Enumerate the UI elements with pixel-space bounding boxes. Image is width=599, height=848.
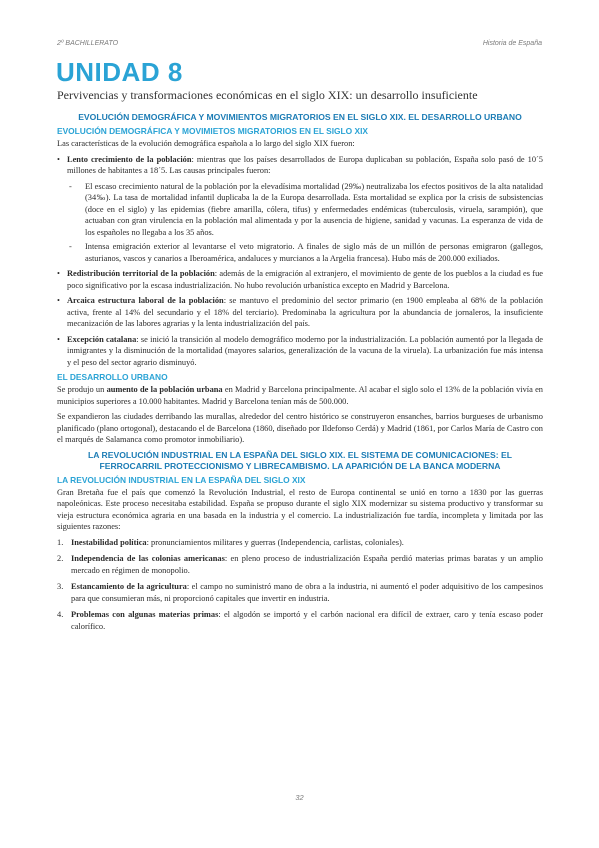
list-item: 1. Inestabilidad política: pronunciamientos militares y guerras (Independencia, carlistas, coloniales). (57, 537, 404, 547)
list-item: • Lento crecimiento de la población: mientras que los países desarrollados de Europa duplicaban su población, España solo pasó de 10´5 millones de habitantes a 18´5. Las causas principales fueron: - El escaso crecimiento natural de la población por la elevadísima mortalidad (29‰) neutralizaba los efectos positivos de la alta natalidad (34‰). La tasa de mortalidad infantil duplicaba la de la Europa desarrollada. Esta mortalidad se explica por la crisis de subsistencias (doce en el siglo) y las epidemias (fiebre amarilla, cólera, tifus) y enfermedades endémicas (tuberculosis, viruela, sarampión), que actuaban con gran virulencia en la población mal alimentada y por la ausencia de higiene, sanidad y vacunas. La esperanza de vida de los españoles no llegaba a los 35 años. - Intensa emigración exterior al levantarse el veto migratorio. A finales de siglo más de un millón de personas emigraron (gallegos, asturianos, vascos y canarios a Iberoamérica, andaluces y murcianos a la Argelia francesa). Hubo más de 200.000 exiliados. (57, 154, 543, 263)
page-number: 32 (295, 793, 304, 802)
urban-paragraph-1: Se produjo un aumento de la población urbana en Madrid y Barcelona principalmente. Al acabar el siglo solo el 13% de la población vivía en municipios superiores a 10.000 habitantes. Madrid y Barcelona tenían más de 500.000. (57, 385, 543, 406)
subheading-industrial: LA REVOLUCIÓN INDUSTRIAL EN LA ESPAÑA DEL SIGLO XIX (57, 474, 306, 485)
demography-list (57, 154, 543, 369)
list-number: 4. (57, 610, 64, 619)
list-item: 3. Estancamiento de la agricultura: el campo no suministró mano de obra a la industria, ni aumentó el poder adquisitivo de los campesinos para que consumieran más, ni proporcionó capitales que invertir en industria. (57, 582, 543, 603)
section-heading-industrial: LA REVOLUCIÓN INDUSTRIAL EN LA ESPAÑA DEL SIGLO XIX. EL SISTEMA DE COMUNICACIONES: EL FERROCARRIL PROTECCIONISMO Y LIBRECAMBISMO. LA APARICIÓN DE LA BANCA MODERNA (88, 449, 512, 471)
demography-sublist (67, 181, 543, 265)
urban-paragraph-2: Se expandieron las ciudades derribando las murallas, alrededor del centro histórico se construyeron ensanches, barrios burgueses de urbanismo planificado (plano ortogonal), destacando el de Barcelona (1860, diseñado por Ildefonso Cerdá) y Madrid (1861, por Carlos María de Castro con el marqués de Salamanca como promotor inmobiliario). (57, 412, 543, 444)
list-item: • Excepción catalana: se inició la transición al modelo demográfico moderno por la industrialización. La población aumentó por la llegada de inmigrantes y la disminución de la mortalidad (mayores salarios, generalización de la vacuna de la viruela). La urbanización fue más intensa y el peso del sector agrario disminuyó. (57, 334, 544, 367)
list-item: - Intensa emigración exterior al levantarse el veto migratorio. A finales de siglo más de un millón de personas emigraron (gallegos, asturianos, vascos y canarios a Iberoamérica, andaluces y murcianos a la Argelia francesa). Hubo más de 200.000 exiliados. (69, 242, 543, 263)
list-number: 1. (57, 537, 64, 547)
industrial-list (57, 537, 543, 633)
list-item: 2. Independencia de las colonias americanas: en pleno proceso de industrialización España perdió materias primas baratas y un amplio mercado en régimen de monopolio. (57, 554, 543, 575)
list-item: 4. Problemas con algunas materias primas: el algodón se importó y el carbón nacional era difícil de extraer, caro y tenía escaso poder calorífico. (57, 610, 543, 631)
list-number: 2. (57, 554, 64, 563)
header-course: 2º BACHILLERATO (57, 40, 119, 47)
dash-icon: - (69, 242, 72, 251)
header-subject: Historia de España (482, 40, 542, 47)
document-body (57, 112, 543, 637)
bullet-icon: • (57, 334, 60, 344)
unit-title: UNIDAD 8 (56, 57, 183, 87)
bullet-icon: • (57, 269, 60, 278)
bullet-icon: • (57, 154, 60, 164)
dash-icon: - (69, 181, 72, 191)
unit-subtitle: Pervivencias y transformaciones económicas en el siglo XIX: un desarrollo insuficiente (57, 88, 478, 102)
demography-intro: Las características de la evolución demográfica española a lo largo del siglo XIX fueron: (57, 139, 355, 148)
industrial-intro: Gran Bretaña fue el país que comenzó la Revolución Industrial, el resto de Europa continental se unió en torno a 1830 por las guerras napoleónicas. Este proceso necesitaba estabilidad. España se propuso durante el siglo XIX modernizar su sistema productivo y transformar su vieja estructura económica agraria en una basada en la industria y el comercio. La industrialización fue tardía, incompleta y limitada por las siguientes razones: (57, 487, 543, 531)
list-item: • Arcaica estructura laboral de la población: se mantuvo el predominio del sector primario (en 1900 empleaba al 68% de la población activa, frente al 14% del secundario y el 18% del terciario). Predominaba la agricultura por la abundancia de jornaleros, la insuficiente mecanización de las labores agrarias y la lenta industrialización del país. (57, 296, 543, 328)
subheading-urban: EL DESARROLLO URBANO (57, 372, 168, 382)
list-item: - El escaso crecimiento natural de la población por la elevadísima mortalidad (29‰) neutralizaba los efectos positivos de la alta natalidad (34‰). La tasa de mortalidad infantil duplicaba la de la Europa desarrollada. Esta mortalidad se explica por la crisis de subsistencias (doce en el siglo) y las epidemias (fiebre amarilla, cólera, tifus) y enfermedades endémicas (tuberculosis, viruela, sarampión), que actuaban con gran virulencia en la población mal alimentada y por la ausencia de higiene, sanidad y vacunas. La esperanza de vida de los españoles no llegaba a los 35 años. (69, 181, 543, 237)
section-heading-demography: EVOLUCIÓN DEMOGRÁFICA Y MOVIMIENTOS MIGRATORIOS EN EL SIGLO XIX. EL DESARROLLO URBANO (78, 112, 522, 122)
list-item: • Redistribución territorial de la población: además de la emigración al extranjero, el movimiento de gente de los pueblos a la ciudad es fue poco significativo por la escasa industrialización. No hubo revolución urbanística excepto en Madrid y Barcelona. (57, 269, 543, 290)
subheading-demography: EVOLUCIÓN DEMOGRÁFICA Y MOVIMIETOS MIGRATORIOS EN EL SIGLO XIX (57, 126, 368, 136)
bullet-icon: • (57, 296, 60, 305)
list-number: 3. (57, 582, 64, 591)
